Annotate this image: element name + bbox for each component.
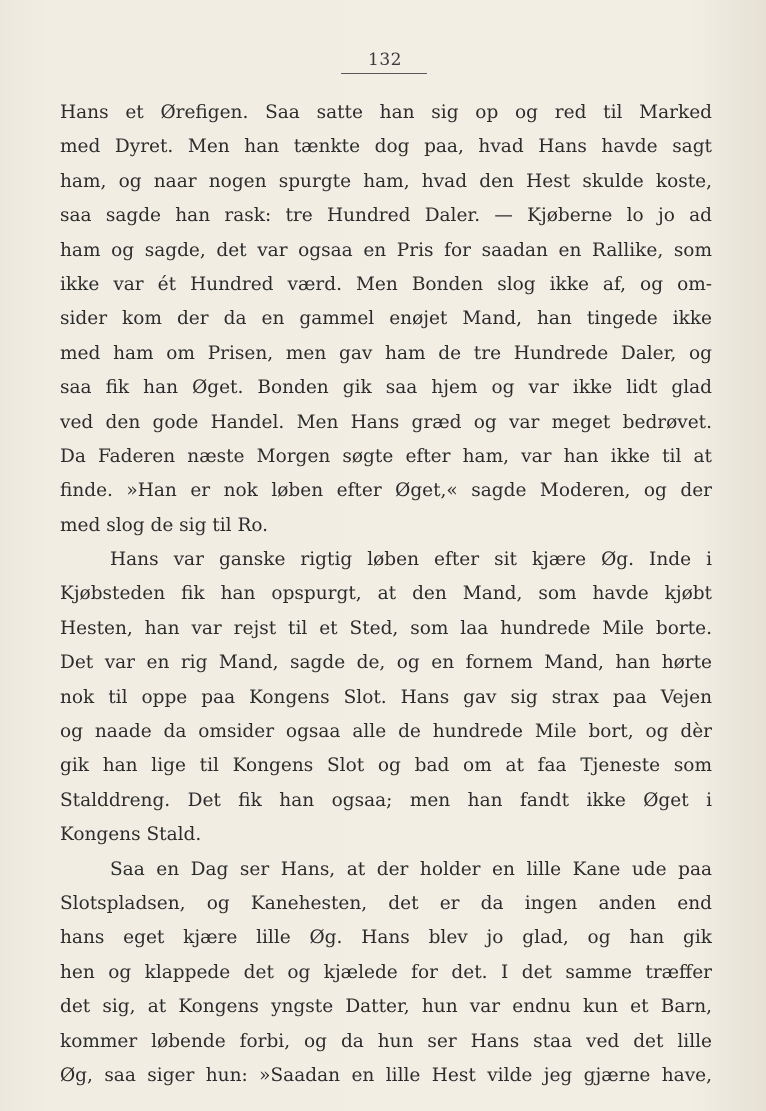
text-line: saa fik han Øget. Bonden gik saa hjem og var ikke lidt glad (60, 377, 712, 399)
text-line: Øg, saa siger hun: »Saadan en lille Hest vilde jeg gjærne have, (60, 1064, 712, 1086)
text-line: saa sagde han rask: tre Hundred Daler. — Kjøberne lo jo ad (60, 205, 712, 227)
text-line: sider kom der da en gammel enøjet Mand, han tingede ikke (60, 308, 712, 330)
text-line: ikke var ét Hundred værd. Men Bonden slog ikke af, og om- (60, 273, 712, 295)
text-line: Slotspladsen, og Kanehesten, det er da ingen anden end (60, 892, 712, 914)
text-line: kommer løbende forbi, og da hun ser Hans staa ved det lille (60, 1030, 712, 1052)
text-line: Kjøbsteden fik han opspurgt, at den Mand, som havde kjøbt (60, 583, 712, 605)
text-line: hans eget kjære lille Øg. Hans blev jo glad, og han gik (60, 927, 712, 949)
text-line: Hans et Ørefigen. Saa satte han sig op og red til Marked (60, 102, 712, 123)
text-line: gik han lige til Kongens Slot og bad om at faa Tjeneste som (60, 755, 712, 777)
text-line: Saa en Dag ser Hans, at der holder en lille Kane ude paa (110, 858, 712, 880)
text-line: ham og sagde, det var ogsaa en Pris for saadan en Rallike, som (60, 239, 712, 261)
text-line: Da Faderen næste Morgen søgte efter ham, var han ikke til at (60, 445, 712, 467)
text-line: hen og klappede det og kjælede for det. I det samme træffer (60, 961, 712, 983)
text-line: med Dyret. Men han tænkte dog paa, hvad Hans havde sagt (60, 136, 712, 158)
text-line: Det var en rig Mand, sagde de, og en fornem Mand, han hørte (60, 652, 712, 674)
text-line: med ham om Prisen, men gav ham de tre Hundrede Daler, og (60, 342, 712, 364)
page-number-rule (341, 73, 427, 74)
text-line: finde. »Han er nok løben efter Øget,« sagde Moderen, og der (60, 480, 712, 502)
text-line: Stalddreng. Det fik han ogsaa; men han fandt ikke Øget i (60, 789, 712, 811)
text-line: det sig, at Kongens yngste Datter, hun var endnu kun et Barn, (60, 996, 712, 1018)
text-line: og naade da omsider ogsaa alle de hundrede Mile bort, og dèr (60, 721, 712, 743)
text-line: ved den gode Handel. Men Hans græd og var meget bedrøvet. (60, 411, 712, 433)
text-line: med slog de sig til Ro. (60, 514, 269, 536)
text-line: Hesten, han var rejst til et Sted, som laa hundrede Mile borte. (60, 617, 712, 639)
body-text (60, 96, 712, 1093)
text-line: ham, og naar nogen spurgte ham, hvad den Hest skulde koste, (60, 170, 712, 192)
text-line: Kongens Stald. (60, 824, 202, 846)
text-line: Hans var ganske rigtig løben efter sit kjære Øg. Inde i (110, 549, 712, 571)
page-number: 132 (368, 50, 402, 70)
text-line: nok til oppe paa Kongens Slot. Hans gav sig strax paa Vejen (60, 686, 712, 708)
